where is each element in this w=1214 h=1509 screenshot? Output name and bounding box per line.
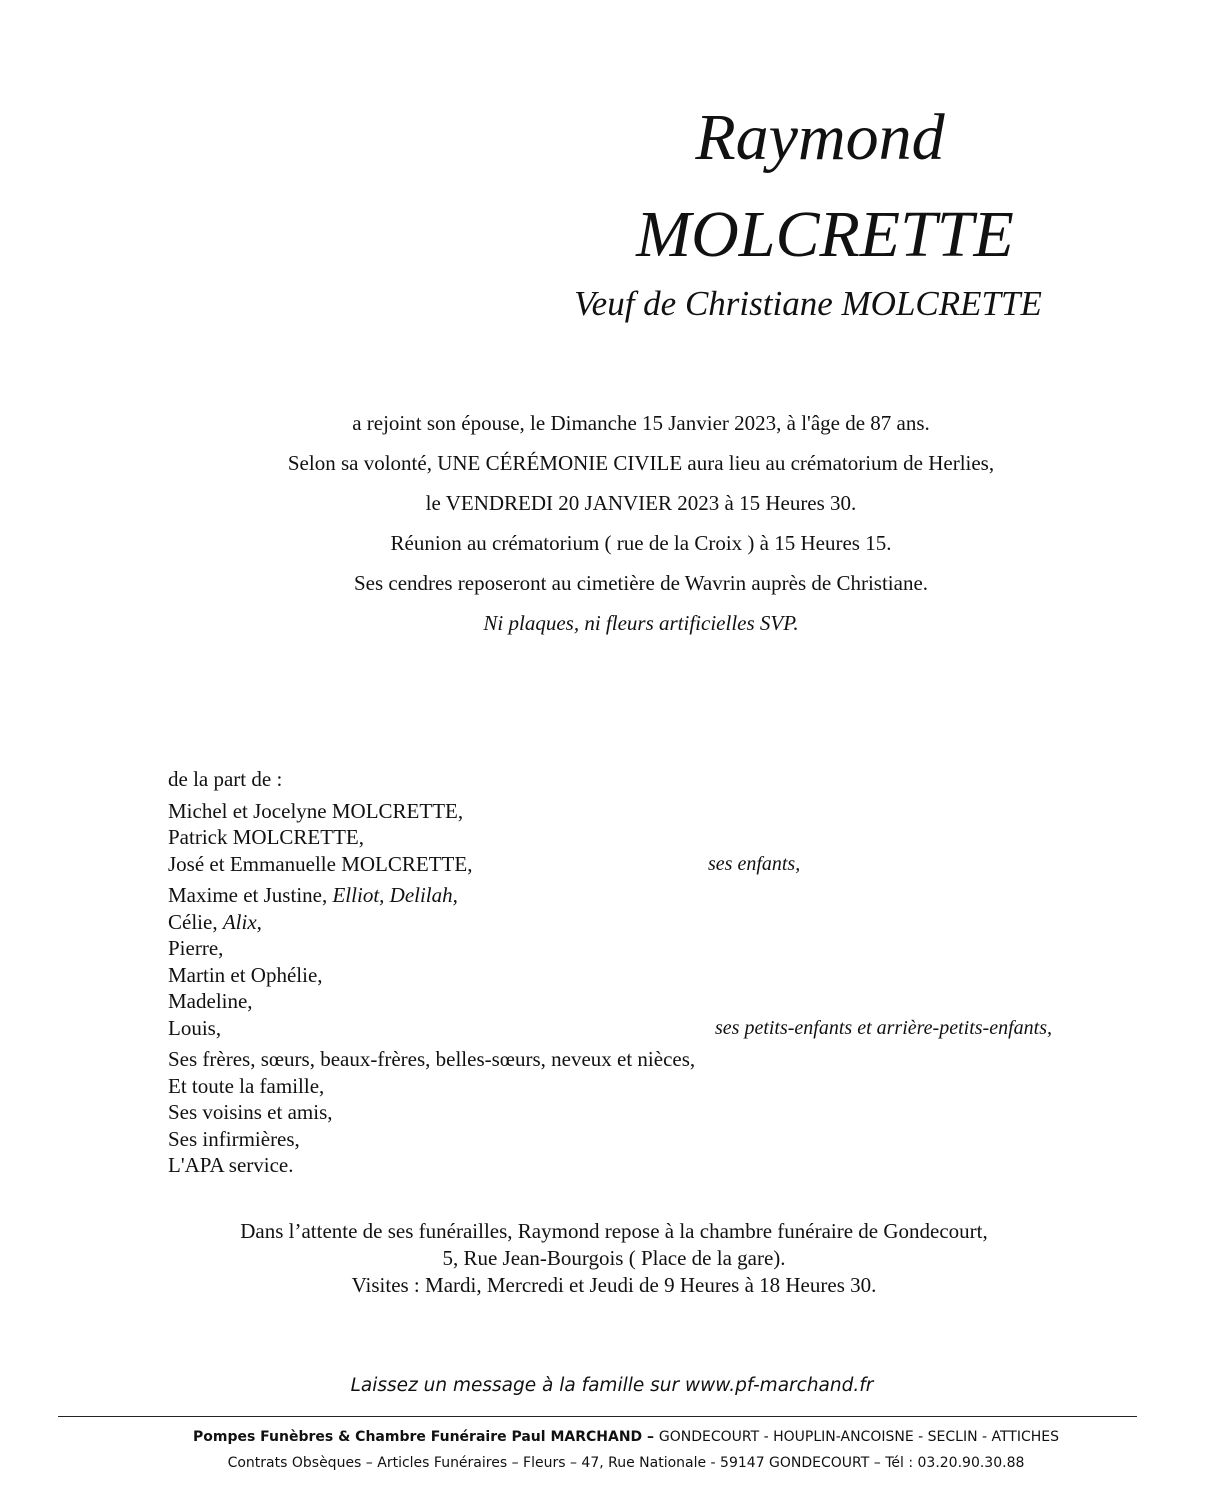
deceased-first-name: Raymond <box>695 101 945 174</box>
footer-divider <box>58 1416 1137 1417</box>
leave-message-line: Laissez un message à la famille sur www.pf-marchand.fr <box>350 1375 874 1396</box>
relative-entry: Ses infirmières, <box>168 1126 300 1151</box>
grandchild-entry <box>168 882 1168 909</box>
relative-entry: Ses frères, sœurs, beaux-frères, belles-sœurs, neveux et nièces, <box>168 1047 696 1071</box>
grandchild-name: Louis, <box>168 1015 222 1040</box>
great-grandchild-names: Elliot, Delilah, <box>332 883 458 907</box>
resting-line: Dans l’attente de ses funérailles, Raymond repose à la chambre funéraire de Gondecourt, <box>240 1219 988 1243</box>
announcement-line: a rejoint son épouse, le Dimanche 15 Janvier 2023, à l'âge de 87 ans. <box>352 411 930 435</box>
child-entry: Patrick MOLCRETTE, <box>168 825 364 849</box>
relative-entry: Ses voisins et amis, <box>168 1100 333 1124</box>
children-role: ses enfants, <box>708 852 801 875</box>
family-list <box>168 766 1168 1179</box>
grandchildren-role: ses petits-enfants et arrière-petits-enfants, <box>715 1016 1052 1039</box>
child-entry: Michel et Jocelyne MOLCRETTE, <box>168 798 464 823</box>
announcement-line: Ses cendres reposeront au cimetière de Wavrin auprès de Christiane. <box>353 571 929 595</box>
grandchild-name: Célie, <box>168 909 223 934</box>
relative-entry: Et toute la famille, <box>168 1073 325 1098</box>
grandchild-entry <box>168 909 1168 936</box>
widower-of-line: Veuf de Christiane MOLCRETTE <box>574 284 1042 323</box>
announcement-block <box>0 403 1214 643</box>
announcement-line: le VENDREDI 20 JANVIER 2023 à 15 Heures 30. <box>425 491 857 515</box>
footer-line-1 <box>0 1424 1214 1450</box>
child-entry <box>168 851 1168 878</box>
grandchild-name: Maxime et Justine, <box>168 883 333 907</box>
announcement-no-flowers: Ni plaques, ni fleurs artificielles SVP. <box>483 611 799 635</box>
deceased-last-name: MOLCRETTE <box>636 198 1014 271</box>
child-name: José et Emmanuelle MOLCRETTE, <box>168 851 473 876</box>
grandchild-entry: Pierre, <box>168 936 224 960</box>
great-grandchild-names: Alix, <box>222 909 262 934</box>
grandchild-entry <box>168 1015 1168 1042</box>
announcement-line: Selon sa volonté, UNE CÉRÉMONIE CIVILE aura lieu au crématorium de Herlies, <box>287 451 995 475</box>
footer-line-2: Contrats Obsèques – Articles Funéraires – Fleurs – 47, Rue Nationale - 59147 GONDECOURT – Tél : 03.20.90.30.88 <box>227 1455 1025 1471</box>
announcement-line: Réunion au crématorium ( rue de la Croix ) à 15 Heures 15. <box>390 531 892 555</box>
grandchild-entry: Martin et Ophélie, <box>168 962 323 987</box>
family-intro: de la part de : <box>168 767 283 791</box>
grandchild-entry: Madeline, <box>168 989 253 1013</box>
relative-entry: L'APA service. <box>168 1153 294 1177</box>
visiting-hours: Visites : Mardi, Mercredi et Jeudi de 9 Heures à 18 Heures 30. <box>351 1273 877 1297</box>
resting-place-block <box>0 1218 1214 1299</box>
resting-address: 5, Rue Jean-Bourgois ( Place de la gare). <box>442 1246 786 1270</box>
footer-company: Pompes Funèbres & Chambre Funéraire Paul MARCHAND – <box>192 1429 659 1445</box>
footer <box>0 1424 1214 1476</box>
footer-locations: GONDECOURT - HOUPLIN-ANCOISNE - SECLIN - ATTICHES <box>658 1429 1060 1445</box>
